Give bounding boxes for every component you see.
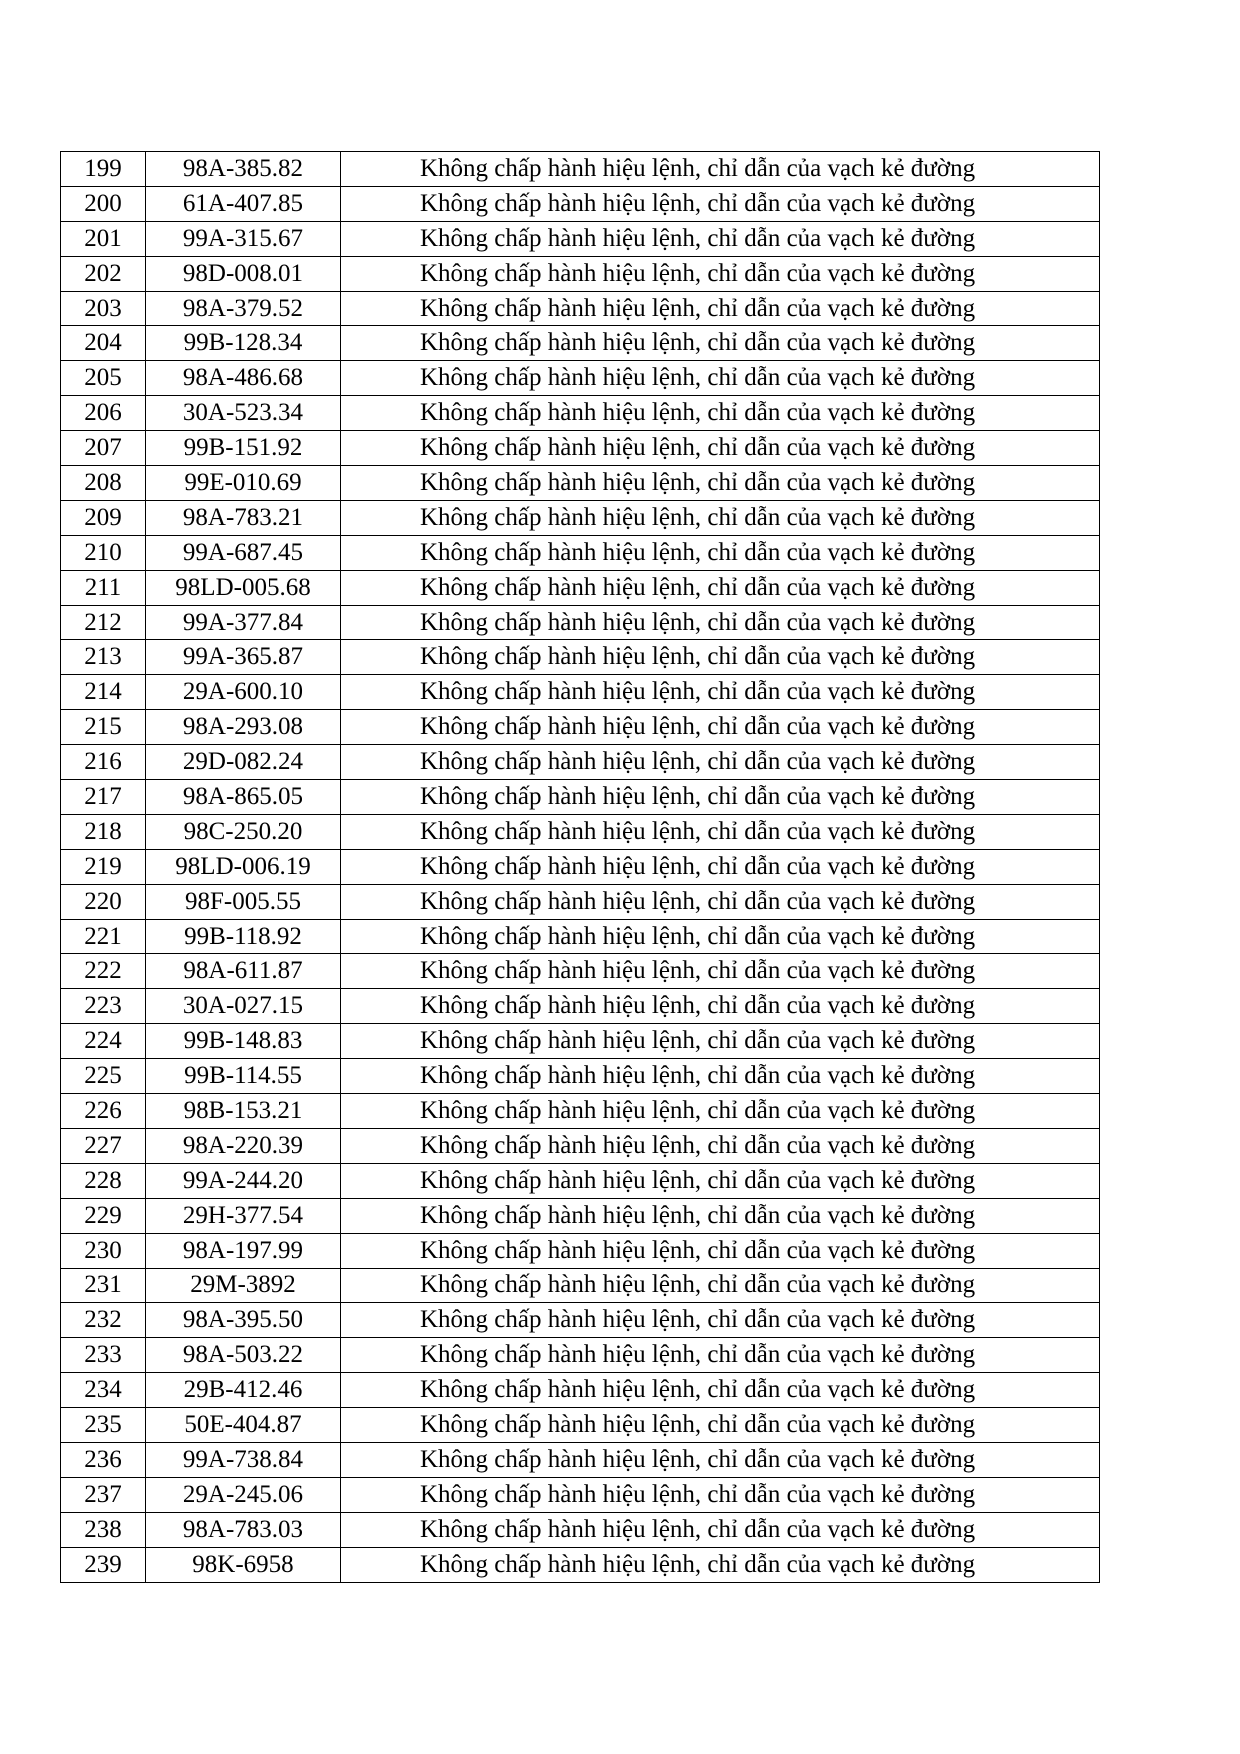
table-row [61, 361, 1100, 396]
violation-cell: Không chấp hành hiệu lệnh, chỉ dẫn của vạch kẻ đường [341, 361, 1100, 396]
license-plate-cell: 29D-082.24 [146, 745, 341, 780]
row-number-cell: 209 [61, 500, 146, 535]
table-row [61, 221, 1100, 256]
row-number-cell: 201 [61, 221, 146, 256]
license-plate-cell: 99A-687.45 [146, 535, 341, 570]
table-row [61, 1198, 1100, 1233]
license-plate-cell: 99B-118.92 [146, 919, 341, 954]
row-number-cell: 219 [61, 849, 146, 884]
table-row [61, 954, 1100, 989]
table-row [61, 849, 1100, 884]
row-number-cell: 213 [61, 640, 146, 675]
license-plate-cell: 98A-220.39 [146, 1128, 341, 1163]
table-row [61, 570, 1100, 605]
table-row [61, 1163, 1100, 1198]
row-number-cell: 200 [61, 186, 146, 221]
row-number-cell: 204 [61, 326, 146, 361]
row-number-cell: 223 [61, 989, 146, 1024]
license-plate-cell: 98A-611.87 [146, 954, 341, 989]
license-plate-cell: 29M-3892 [146, 1268, 341, 1303]
row-number-cell: 221 [61, 919, 146, 954]
license-plate-cell: 99B-148.83 [146, 1024, 341, 1059]
violation-cell: Không chấp hành hiệu lệnh, chỉ dẫn của vạch kẻ đường [341, 221, 1100, 256]
table-row [61, 1094, 1100, 1129]
violation-cell: Không chấp hành hiệu lệnh, chỉ dẫn của vạch kẻ đường [341, 1512, 1100, 1547]
violation-cell: Không chấp hành hiệu lệnh, chỉ dẫn của vạch kẻ đường [341, 1163, 1100, 1198]
table-row [61, 1268, 1100, 1303]
row-number-cell: 234 [61, 1373, 146, 1408]
license-plate-cell: 29A-245.06 [146, 1477, 341, 1512]
violation-cell: Không chấp hành hiệu lệnh, chỉ dẫn của vạch kẻ đường [341, 396, 1100, 431]
license-plate-cell: 98A-486.68 [146, 361, 341, 396]
license-plate-cell: 98A-783.21 [146, 500, 341, 535]
license-plate-cell: 98A-385.82 [146, 152, 341, 187]
violation-cell: Không chấp hành hiệu lệnh, chỉ dẫn của vạch kẻ đường [341, 535, 1100, 570]
violation-cell: Không chấp hành hiệu lệnh, chỉ dẫn của vạch kẻ đường [341, 1303, 1100, 1338]
table-row [61, 466, 1100, 501]
table-row [61, 1303, 1100, 1338]
violation-cell: Không chấp hành hiệu lệnh, chỉ dẫn của vạch kẻ đường [341, 431, 1100, 466]
license-plate-cell: 98D-008.01 [146, 256, 341, 291]
license-plate-cell: 98B-153.21 [146, 1094, 341, 1129]
violation-cell: Không chấp hành hiệu lệnh, chỉ dẫn của vạch kẻ đường [341, 326, 1100, 361]
row-number-cell: 222 [61, 954, 146, 989]
row-number-cell: 215 [61, 710, 146, 745]
row-number-cell: 210 [61, 535, 146, 570]
license-plate-cell: 30A-027.15 [146, 989, 341, 1024]
row-number-cell: 224 [61, 1024, 146, 1059]
license-plate-cell: 99B-128.34 [146, 326, 341, 361]
table-row [61, 1338, 1100, 1373]
license-plate-cell: 99E-010.69 [146, 466, 341, 501]
license-plate-cell: 99B-114.55 [146, 1059, 341, 1094]
license-plate-cell: 99B-151.92 [146, 431, 341, 466]
table-row [61, 1512, 1100, 1547]
violation-cell: Không chấp hành hiệu lệnh, chỉ dẫn của vạch kẻ đường [341, 710, 1100, 745]
license-plate-cell: 98LD-005.68 [146, 570, 341, 605]
violation-cell: Không chấp hành hiệu lệnh, chỉ dẫn của vạch kẻ đường [341, 291, 1100, 326]
row-number-cell: 217 [61, 780, 146, 815]
license-plate-cell: 98LD-006.19 [146, 849, 341, 884]
row-number-cell: 212 [61, 605, 146, 640]
table-row [61, 1128, 1100, 1163]
table-row [61, 1059, 1100, 1094]
row-number-cell: 233 [61, 1338, 146, 1373]
row-number-cell: 208 [61, 466, 146, 501]
license-plate-cell: 98C-250.20 [146, 814, 341, 849]
violation-cell: Không chấp hành hiệu lệnh, chỉ dẫn của vạch kẻ đường [341, 570, 1100, 605]
row-number-cell: 225 [61, 1059, 146, 1094]
license-plate-cell: 99A-244.20 [146, 1163, 341, 1198]
license-plate-cell: 29H-377.54 [146, 1198, 341, 1233]
license-plate-cell: 98K-6958 [146, 1547, 341, 1582]
row-number-cell: 216 [61, 745, 146, 780]
row-number-cell: 237 [61, 1477, 146, 1512]
violation-cell: Không chấp hành hiệu lệnh, chỉ dẫn của vạch kẻ đường [341, 1408, 1100, 1443]
table-row [61, 152, 1100, 187]
violation-cell: Không chấp hành hiệu lệnh, chỉ dẫn của vạch kẻ đường [341, 466, 1100, 501]
license-plate-cell: 98A-503.22 [146, 1338, 341, 1373]
license-plate-cell: 99A-365.87 [146, 640, 341, 675]
row-number-cell: 232 [61, 1303, 146, 1338]
row-number-cell: 231 [61, 1268, 146, 1303]
table-row [61, 1442, 1100, 1477]
table-row [61, 1233, 1100, 1268]
table-row [61, 535, 1100, 570]
violation-cell: Không chấp hành hiệu lệnh, chỉ dẫn của vạch kẻ đường [341, 1059, 1100, 1094]
violation-cell: Không chấp hành hiệu lệnh, chỉ dẫn của vạch kẻ đường [341, 884, 1100, 919]
row-number-cell: 205 [61, 361, 146, 396]
table-row [61, 814, 1100, 849]
table-row [61, 1373, 1100, 1408]
row-number-cell: 238 [61, 1512, 146, 1547]
violation-cell: Không chấp hành hiệu lệnh, chỉ dẫn của vạch kẻ đường [341, 1268, 1100, 1303]
table-row [61, 1477, 1100, 1512]
row-number-cell: 230 [61, 1233, 146, 1268]
violation-cell: Không chấp hành hiệu lệnh, chỉ dẫn của vạch kẻ đường [341, 745, 1100, 780]
license-plate-cell: 99A-377.84 [146, 605, 341, 640]
violation-cell: Không chấp hành hiệu lệnh, chỉ dẫn của vạch kẻ đường [341, 152, 1100, 187]
violation-cell: Không chấp hành hiệu lệnh, chỉ dẫn của vạch kẻ đường [341, 1024, 1100, 1059]
violation-cell: Không chấp hành hiệu lệnh, chỉ dẫn của vạch kẻ đường [341, 675, 1100, 710]
table-row [61, 396, 1100, 431]
row-number-cell: 207 [61, 431, 146, 466]
violation-cell: Không chấp hành hiệu lệnh, chỉ dẫn của vạch kẻ đường [341, 1477, 1100, 1512]
table-row [61, 605, 1100, 640]
table-row [61, 326, 1100, 361]
violations-table [60, 151, 1100, 1583]
table-row [61, 500, 1100, 535]
violation-cell: Không chấp hành hiệu lệnh, chỉ dẫn của vạch kẻ đường [341, 640, 1100, 675]
row-number-cell: 203 [61, 291, 146, 326]
row-number-cell: 235 [61, 1408, 146, 1443]
license-plate-cell: 98F-005.55 [146, 884, 341, 919]
license-plate-cell: 99A-738.84 [146, 1442, 341, 1477]
violation-cell: Không chấp hành hiệu lệnh, chỉ dẫn của vạch kẻ đường [341, 1547, 1100, 1582]
row-number-cell: 214 [61, 675, 146, 710]
table-row [61, 919, 1100, 954]
table-row [61, 186, 1100, 221]
license-plate-cell: 30A-523.34 [146, 396, 341, 431]
row-number-cell: 218 [61, 814, 146, 849]
table-row [61, 256, 1100, 291]
row-number-cell: 236 [61, 1442, 146, 1477]
row-number-cell: 227 [61, 1128, 146, 1163]
violation-cell: Không chấp hành hiệu lệnh, chỉ dẫn của vạch kẻ đường [341, 1338, 1100, 1373]
violation-cell: Không chấp hành hiệu lệnh, chỉ dẫn của vạch kẻ đường [341, 1128, 1100, 1163]
violation-cell: Không chấp hành hiệu lệnh, chỉ dẫn của vạch kẻ đường [341, 1198, 1100, 1233]
violation-cell: Không chấp hành hiệu lệnh, chỉ dẫn của vạch kẻ đường [341, 186, 1100, 221]
row-number-cell: 211 [61, 570, 146, 605]
table-row [61, 884, 1100, 919]
row-number-cell: 229 [61, 1198, 146, 1233]
violation-cell: Không chấp hành hiệu lệnh, chỉ dẫn của vạch kẻ đường [341, 605, 1100, 640]
license-plate-cell: 29A-600.10 [146, 675, 341, 710]
license-plate-cell: 61A-407.85 [146, 186, 341, 221]
license-plate-cell: 98A-865.05 [146, 780, 341, 815]
row-number-cell: 228 [61, 1163, 146, 1198]
license-plate-cell: 98A-379.52 [146, 291, 341, 326]
violation-cell: Không chấp hành hiệu lệnh, chỉ dẫn của vạch kẻ đường [341, 256, 1100, 291]
table-row [61, 710, 1100, 745]
violation-cell: Không chấp hành hiệu lệnh, chỉ dẫn của vạch kẻ đường [341, 954, 1100, 989]
violation-cell: Không chấp hành hiệu lệnh, chỉ dẫn của vạch kẻ đường [341, 780, 1100, 815]
table-row [61, 431, 1100, 466]
license-plate-cell: 99A-315.67 [146, 221, 341, 256]
license-plate-cell: 98A-293.08 [146, 710, 341, 745]
violation-cell: Không chấp hành hiệu lệnh, chỉ dẫn của vạch kẻ đường [341, 1373, 1100, 1408]
violations-table-body [61, 152, 1100, 1583]
table-row [61, 291, 1100, 326]
license-plate-cell: 50E-404.87 [146, 1408, 341, 1443]
violation-cell: Không chấp hành hiệu lệnh, chỉ dẫn của vạch kẻ đường [341, 500, 1100, 535]
row-number-cell: 202 [61, 256, 146, 291]
violation-cell: Không chấp hành hiệu lệnh, chỉ dẫn của vạch kẻ đường [341, 989, 1100, 1024]
violation-cell: Không chấp hành hiệu lệnh, chỉ dẫn của vạch kẻ đường [341, 919, 1100, 954]
table-row [61, 640, 1100, 675]
violation-cell: Không chấp hành hiệu lệnh, chỉ dẫn của vạch kẻ đường [341, 814, 1100, 849]
violation-cell: Không chấp hành hiệu lệnh, chỉ dẫn của vạch kẻ đường [341, 1094, 1100, 1129]
row-number-cell: 206 [61, 396, 146, 431]
license-plate-cell: 98A-783.03 [146, 1512, 341, 1547]
row-number-cell: 226 [61, 1094, 146, 1129]
row-number-cell: 220 [61, 884, 146, 919]
license-plate-cell: 29B-412.46 [146, 1373, 341, 1408]
row-number-cell: 199 [61, 152, 146, 187]
table-row [61, 780, 1100, 815]
license-plate-cell: 98A-395.50 [146, 1303, 341, 1338]
license-plate-cell: 98A-197.99 [146, 1233, 341, 1268]
violation-cell: Không chấp hành hiệu lệnh, chỉ dẫn của vạch kẻ đường [341, 849, 1100, 884]
table-row [61, 989, 1100, 1024]
violation-cell: Không chấp hành hiệu lệnh, chỉ dẫn của vạch kẻ đường [341, 1442, 1100, 1477]
row-number-cell: 239 [61, 1547, 146, 1582]
table-row [61, 1408, 1100, 1443]
table-row [61, 1024, 1100, 1059]
table-row [61, 675, 1100, 710]
table-row [61, 1547, 1100, 1582]
violation-cell: Không chấp hành hiệu lệnh, chỉ dẫn của vạch kẻ đường [341, 1233, 1100, 1268]
table-row [61, 745, 1100, 780]
